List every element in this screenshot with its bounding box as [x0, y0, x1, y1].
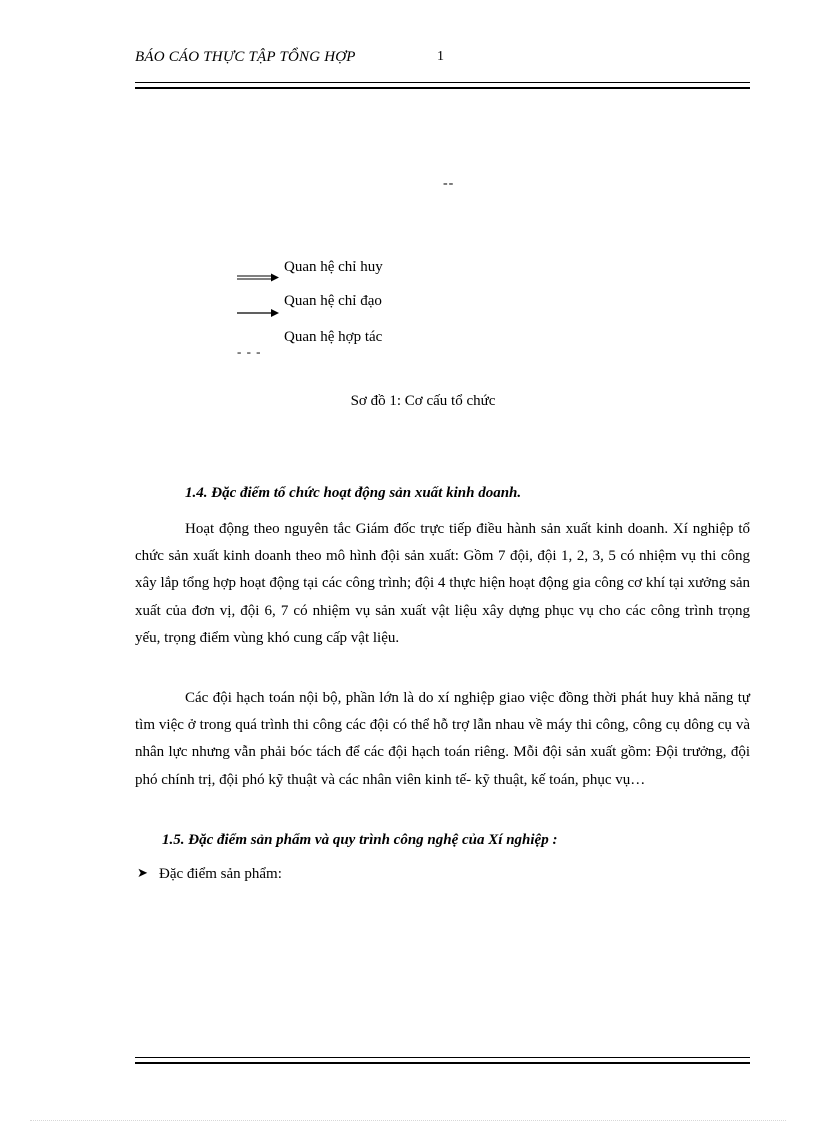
footer-rule [135, 1057, 750, 1064]
page-bottom-divider [30, 1120, 786, 1121]
arrowhead-bullet-icon: ➤ [137, 865, 148, 880]
chart-dash-mark: -- [443, 176, 455, 191]
legend-item-command [235, 259, 535, 285]
paragraph: Hoạt động theo nguyên tắc Giám đốc trực tiếp điều hành sản xuất kinh doanh. Xí nghiệp tổ chức sản xuất kinh doanh theo mô hình đội sản xuất: Gồm 7 đội, đội 1, 2, 3, 5 có nhiệm vụ thi công xây lắp tổng hợp hoạt động tại các công trình; đội 4 thực hiện hoạt động gia công cơ khí tại xưởng sản xuất của đơn vị, đội 6, 7 có nhiệm vụ sản xuất vật liệu xây dựng phục vụ cho các công trình trọng yếu, trọng điểm vùng khó cung cấp vật liệu. [135, 521, 750, 646]
double-arrow-icon [235, 259, 280, 285]
legend-label: Quan hệ hợp tác [284, 329, 383, 345]
single-arrow-icon [235, 293, 280, 319]
header-title: BÁO CÁO THỰC TẬP TỔNG HỢP [135, 49, 356, 65]
legend-label: Quan hệ chỉ đạo [284, 293, 382, 309]
section-heading: 1.5. Đặc điểm sản phẩm và quy trình công nghệ của Xí nghiệp : [162, 832, 558, 848]
section-heading: 1.4. Đặc điểm tổ chức hoạt động sản xuất kinh doanh. [185, 485, 522, 501]
bullet-item [137, 865, 282, 883]
dashed-line-icon: - - - [237, 344, 262, 359]
legend-label: Quan hệ chỉ huy [284, 259, 383, 275]
diagram-caption: Sơ đồ 1: Cơ cấu tổ chức [350, 393, 496, 409]
bullet-text: Đặc điểm sản phẩm: [159, 866, 282, 882]
legend-item-direction [235, 293, 535, 319]
header-rule [135, 82, 750, 89]
legend-item-cooperation [235, 329, 535, 359]
page-number: 1 [437, 49, 444, 64]
paragraph: Các đội hạch toán nội bộ, phần lớn là do xí nghiệp giao việc đồng thời phát huy khả năng tự tìm việc ở trong quá trình thi công các đội có thể hỗ trợ lẫn nhau về máy thi công, công cụ dông cụ và nhân lực nhưng vẫn phải bóc tách để các đội hạch toán riêng. Mỗi đội sản xuất gồm: Đội trưởng, đội phó chính trị, đội phó kỹ thuật và các nhân viên kinh tế- kỹ thuật, kế toán, phục vụ… [135, 690, 750, 788]
